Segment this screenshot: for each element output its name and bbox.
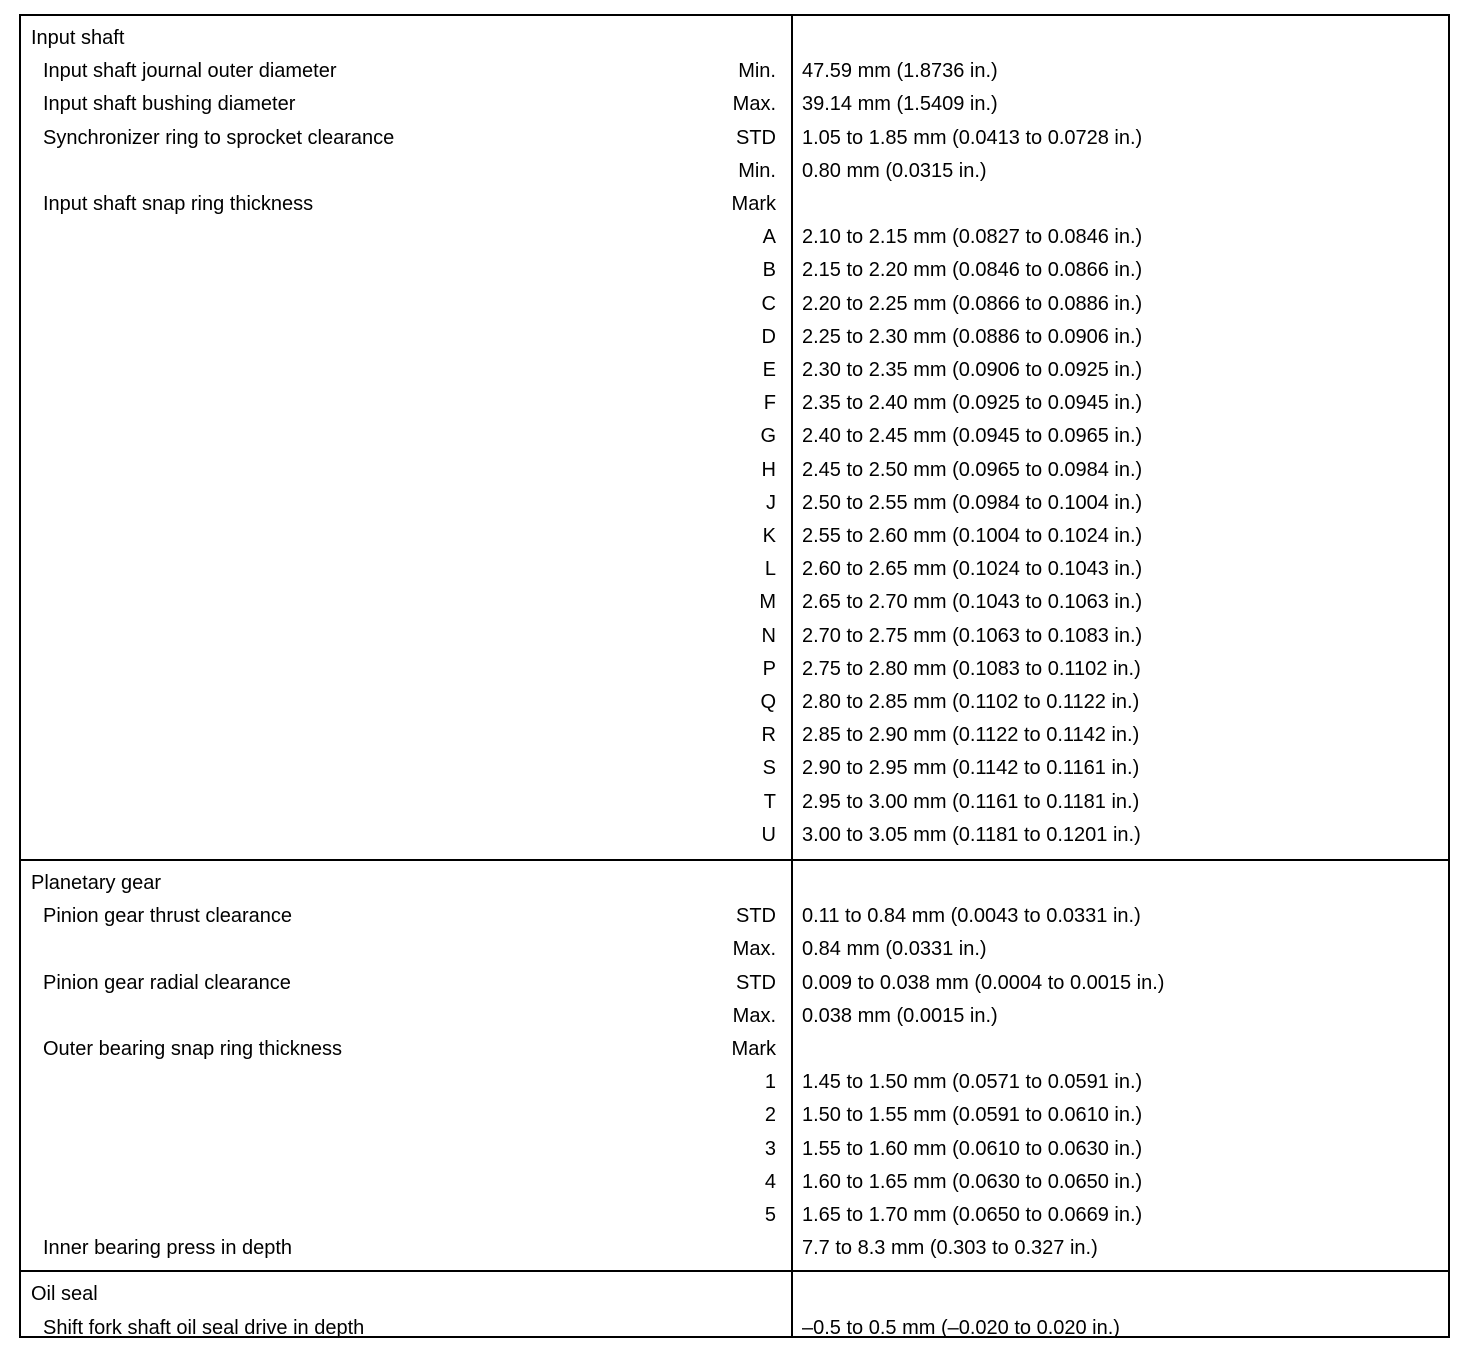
table-row <box>21 1000 1448 1033</box>
section-header <box>21 22 1448 55</box>
spec-value: 2.40 to 2.45 mm (0.0945 to 0.0965 in.) <box>802 425 1143 448</box>
spec-value: 2.65 to 2.70 mm (0.1043 to 0.1063 in.) <box>802 591 1143 614</box>
spec-qualifier: B <box>762 259 776 282</box>
spec-qualifier: 1 <box>764 1071 776 1094</box>
spec-value: 0.80 mm (0.0315 in.) <box>802 159 987 182</box>
spec-label: Input shaft journal outer diameter <box>43 60 337 83</box>
spec-value: 2.20 to 2.25 mm (0.0866 to 0.0886 in.) <box>802 292 1143 315</box>
spec-qualifier: Mark <box>731 193 776 215</box>
table-row <box>21 387 1448 420</box>
table-row <box>21 520 1448 553</box>
table-row <box>21 288 1448 321</box>
spec-value: 2.85 to 2.90 mm (0.1122 to 0.1142 in.) <box>802 724 1140 747</box>
spec-value: 47.59 mm (1.8736 in.) <box>802 60 998 83</box>
spec-qualifier: Min. <box>738 60 776 83</box>
table-row <box>21 752 1448 785</box>
spec-value: 1.60 to 1.65 mm (0.0630 to 0.0650 in.) <box>802 1170 1143 1193</box>
table-row <box>21 1312 1448 1345</box>
table-row <box>21 487 1448 520</box>
spec-table <box>19 14 1450 1338</box>
table-row <box>21 586 1448 619</box>
spec-value: 2.90 to 2.95 mm (0.1142 to 0.1161 in.) <box>802 757 1140 780</box>
spec-value: 2.25 to 2.30 mm (0.0886 to 0.0906 in.) <box>802 325 1143 348</box>
spec-qualifier: J <box>766 491 776 514</box>
table-row <box>21 454 1448 487</box>
spec-value: 2.45 to 2.50 mm (0.0965 to 0.0984 in.) <box>802 458 1143 481</box>
section-header <box>21 1278 1448 1311</box>
spec-qualifier: Min. <box>738 159 776 182</box>
table-row <box>21 1066 1448 1099</box>
spec-value: 39.14 mm (1.5409 in.) <box>802 93 998 116</box>
section-planetary-gear <box>21 859 1448 1272</box>
spec-qualifier: A <box>762 226 776 249</box>
spec-qualifier: E <box>762 359 776 381</box>
table-row <box>21 420 1448 453</box>
spec-value: 2.30 to 2.35 mm (0.0906 to 0.0925 in.) <box>802 359 1143 381</box>
spec-value: 0.11 to 0.84 mm (0.0043 to 0.0331 in.) <box>802 905 1141 928</box>
spec-qualifier: S <box>762 757 776 780</box>
spec-value: 0.009 to 0.038 mm (0.0004 to 0.0015 in.) <box>802 971 1165 994</box>
spec-qualifier: 5 <box>764 1204 776 1226</box>
spec-value: 0.038 mm (0.0015 in.) <box>802 1004 998 1027</box>
spec-value: 2.15 to 2.20 mm (0.0846 to 0.0866 in.) <box>802 259 1143 282</box>
spec-value: 2.70 to 2.75 mm (0.1063 to 0.1083 in.) <box>802 624 1143 647</box>
table-row <box>21 967 1448 1000</box>
spec-label: Input shaft bushing diameter <box>43 93 296 116</box>
section-oil-seal <box>21 1270 1448 1338</box>
table-row <box>21 321 1448 354</box>
table-row <box>21 933 1448 966</box>
section-title: Planetary gear <box>31 872 162 894</box>
spec-value: 1.50 to 1.55 mm (0.0591 to 0.0610 in.) <box>802 1104 1143 1127</box>
spec-value: 2.50 to 2.55 mm (0.0984 to 0.1004 in.) <box>802 491 1143 514</box>
spec-label: Shift fork shaft oil seal drive in depth <box>43 1316 365 1339</box>
spec-qualifier: 3 <box>764 1137 776 1160</box>
table-row <box>21 88 1448 121</box>
spec-qualifier: D <box>761 325 776 348</box>
spec-qualifier: L <box>764 558 776 581</box>
table-row <box>21 1199 1448 1232</box>
table-row <box>21 686 1448 719</box>
spec-qualifier: STD <box>736 126 776 149</box>
spec-value: 1.65 to 1.70 mm (0.0650 to 0.0669 in.) <box>802 1204 1143 1226</box>
spec-value: 7.7 to 8.3 mm (0.303 to 0.327 in.) <box>802 1237 1098 1260</box>
table-row <box>21 221 1448 254</box>
spec-value: 2.80 to 2.85 mm (0.1102 to 0.1122 in.) <box>802 691 1140 713</box>
spec-label: Input shaft snap ring thickness <box>43 193 314 215</box>
spec-qualifier: C <box>761 292 776 315</box>
table-row <box>21 1033 1448 1066</box>
table-row <box>21 653 1448 686</box>
spec-value: 1.55 to 1.60 mm (0.0610 to 0.0630 in.) <box>802 1137 1143 1160</box>
table-row <box>21 1166 1448 1199</box>
section-title: Oil seal <box>31 1283 98 1306</box>
table-row <box>21 1133 1448 1166</box>
spec-label: Outer bearing snap ring thickness <box>43 1038 343 1060</box>
spec-qualifier: K <box>762 525 776 547</box>
section-input-shaft <box>21 16 1448 859</box>
table-row <box>21 1099 1448 1132</box>
spec-qualifier: T <box>763 790 776 813</box>
spec-qualifier: 4 <box>764 1170 776 1193</box>
table-row <box>21 719 1448 752</box>
spec-qualifier: N <box>761 624 776 647</box>
spec-qualifier: H <box>761 458 776 481</box>
spec-value: 2.75 to 2.80 mm (0.1083 to 0.1102 in.) <box>802 657 1141 680</box>
spec-value: 2.95 to 3.00 mm (0.1161 to 0.1181 in.) <box>802 790 1140 813</box>
spec-value: 2.55 to 2.60 mm (0.1004 to 0.1024 in.) <box>802 525 1143 547</box>
spec-qualifier: Max. <box>732 938 776 961</box>
spec-value: 3.00 to 3.05 mm (0.1181 to 0.1201 in.) <box>802 823 1141 846</box>
table-row <box>21 122 1448 155</box>
table-row <box>21 1232 1448 1265</box>
spec-qualifier: Q <box>760 691 776 713</box>
spec-qualifier: Mark <box>731 1038 776 1060</box>
spec-qualifier: P <box>762 657 776 680</box>
table-row <box>21 553 1448 586</box>
table-row <box>21 620 1448 653</box>
spec-qualifier: R <box>761 724 776 747</box>
spec-qualifier: STD <box>736 971 776 994</box>
spec-qualifier: G <box>760 425 776 448</box>
spec-label: Synchronizer ring to sprocket clearance <box>43 126 395 149</box>
spec-value: –0.5 to 0.5 mm (–0.020 to 0.020 in.) <box>802 1316 1120 1339</box>
spec-value: 0.84 mm (0.0331 in.) <box>802 938 987 961</box>
table-row <box>21 55 1448 88</box>
spec-label: Pinion gear thrust clearance <box>43 905 293 928</box>
spec-label: Inner bearing press in depth <box>43 1237 293 1260</box>
spec-qualifier: F <box>763 392 776 415</box>
table-row <box>21 354 1448 387</box>
spec-value: 1.05 to 1.85 mm (0.0413 to 0.0728 in.) <box>802 126 1143 149</box>
section-title: Input shaft <box>31 27 125 49</box>
spec-value: 1.45 to 1.50 mm (0.0571 to 0.0591 in.) <box>802 1071 1143 1094</box>
spec-qualifier: 2 <box>764 1104 776 1127</box>
table-row <box>21 786 1448 819</box>
table-row <box>21 155 1448 188</box>
spec-qualifier: Max. <box>732 93 776 116</box>
table-row <box>21 254 1448 287</box>
spec-qualifier: Max. <box>732 1004 776 1027</box>
spec-qualifier: M <box>759 591 776 614</box>
spec-qualifier: U <box>761 823 776 846</box>
table-row <box>21 819 1448 852</box>
section-header <box>21 867 1448 900</box>
table-row <box>21 188 1448 221</box>
spec-value: 2.10 to 2.15 mm (0.0827 to 0.0846 in.) <box>802 226 1143 249</box>
spec-qualifier: STD <box>736 905 776 928</box>
table-row <box>21 900 1448 933</box>
spec-value: 2.35 to 2.40 mm (0.0925 to 0.0945 in.) <box>802 392 1143 415</box>
spec-value: 2.60 to 2.65 mm (0.1024 to 0.1043 in.) <box>802 558 1143 581</box>
spec-label: Pinion gear radial clearance <box>43 971 291 994</box>
